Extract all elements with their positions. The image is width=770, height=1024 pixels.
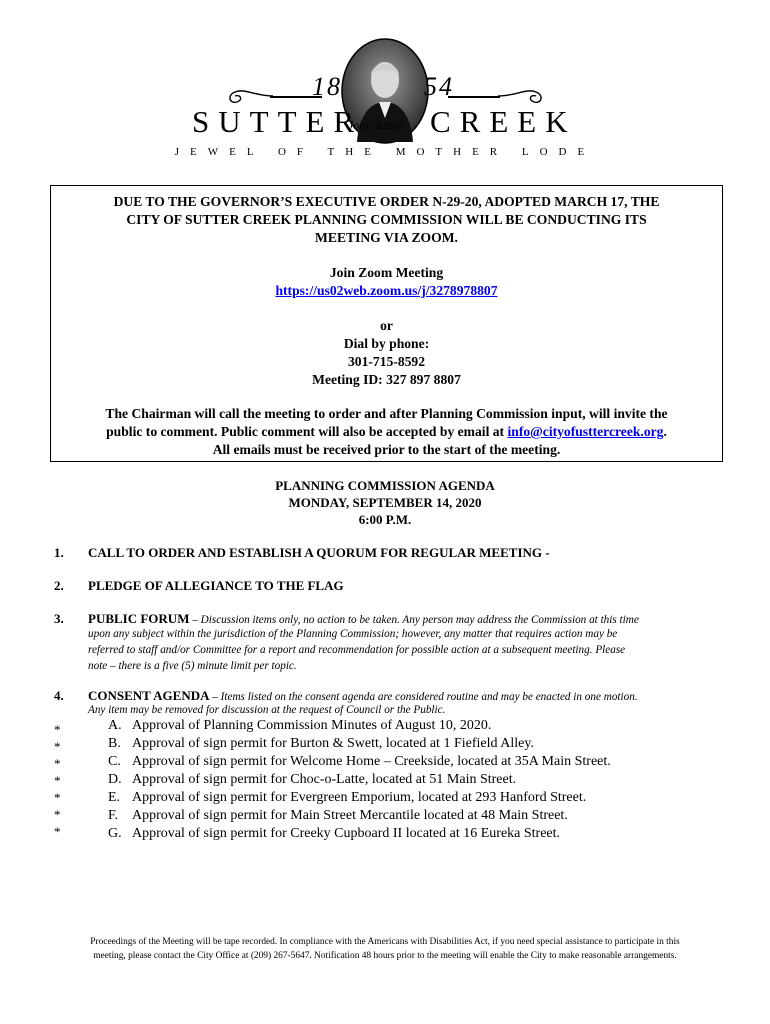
flourish-right xyxy=(448,96,500,98)
consent-star: * xyxy=(54,739,61,754)
footer-notice xyxy=(40,935,730,963)
city-name-right: CREEK xyxy=(430,104,577,139)
notice-line-3: MEETING VIA ZOOM. xyxy=(315,230,458,245)
consent-letter: G. xyxy=(108,826,122,841)
consent-text: Approval of sign permit for Welcome Home – Creekside, located at 35A Main Street. xyxy=(132,754,611,769)
chairman-line-1: The Chairman will call the meeting to order and after Planning Commission input, will invite the xyxy=(105,406,668,421)
chairman-line-3: All emails must be received prior to the start of the meeting. xyxy=(212,442,561,457)
chairman-line-2 xyxy=(51,423,722,441)
item-number: 4. xyxy=(54,688,64,703)
zoom-notice-box xyxy=(50,185,723,462)
agenda-time: 6:00 P.M. xyxy=(358,512,412,527)
public-forum-title: PUBLIC FORUM xyxy=(88,611,190,626)
consent-item-a xyxy=(108,718,491,734)
consent-letter: A. xyxy=(108,718,122,733)
footer-line-2: meeting, please contact the City Office at (209) 267-5647. Notification 48 hours prior to the meeting will enable the City to make reasonable arrangements. xyxy=(93,951,677,961)
item-number: 1. xyxy=(54,545,64,560)
consent-item-c xyxy=(108,754,611,770)
consent-letter: E. xyxy=(108,790,121,805)
public-forum-desc-4: note – there is a five (5) minute limit per topic. xyxy=(88,660,297,672)
join-zoom-label: Join Zoom Meeting xyxy=(329,265,444,280)
consent-item-d xyxy=(108,772,516,788)
consent-star: * xyxy=(54,824,61,839)
agenda-date: MONDAY, SEPTEMBER 14, 2020 xyxy=(288,495,482,510)
footer-line-1: Proceedings of the Meeting will be tape recorded. In compliance with the Americans with Disabilities Act, if you need special assistance to participate in this xyxy=(90,937,680,947)
consent-star: * xyxy=(54,807,61,822)
period: . xyxy=(663,424,667,439)
consent-star: * xyxy=(54,773,61,788)
consent-letter: D. xyxy=(108,772,122,787)
email-link[interactable]: info@cityofusttercreek.org xyxy=(507,424,664,439)
zoom-meeting-link[interactable]: https://us02web.zoom.us/j/3278978807 xyxy=(275,283,498,298)
item-number: 2. xyxy=(54,578,64,593)
signature: John Sutter xyxy=(348,118,403,132)
consent-text: Approval of Planning Commission Minutes of August 10, 2020. xyxy=(132,718,492,733)
consent-item-b xyxy=(108,736,534,752)
public-forum-desc-3: referred to staff and/or Committee for a report and recommendation for possible action at a subsequent meeting. Please xyxy=(88,644,626,656)
item-title-consent-agenda xyxy=(88,688,638,704)
notice-line-1: DUE TO THE GOVERNOR’S EXECUTIVE ORDER N-29-20, ADOPTED MARCH 17, THE xyxy=(113,194,660,209)
consent-text: Approval of sign permit for Burton & Swett, located at 1 Fiefield Alley. xyxy=(132,736,534,751)
chairman-line-2-text: public to comment. Public comment will also be accepted by email at xyxy=(106,424,508,439)
or-label: or xyxy=(380,318,393,333)
consent-agenda-desc-2: Any item may be removed for discussion at the request of Council or the Public. xyxy=(88,704,446,716)
tagline: JEWEL OF THE MOTHER LODE xyxy=(174,146,596,158)
public-forum-desc-2: upon any subject within the jurisdiction of the Planning Commission; however, any matter that requires action may be xyxy=(88,628,618,640)
consent-star: * xyxy=(54,756,61,771)
item-title-pledge: PLEDGE OF ALLEGIANCE TO THE FLAG xyxy=(88,578,344,593)
item-number: 3. xyxy=(54,611,64,626)
phone-number: 301-715-8592 xyxy=(347,354,426,369)
item-title-public-forum xyxy=(88,611,639,627)
consent-agenda-desc-1: – Items listed on the consent agenda are considered routine and may be enacted in one motion. xyxy=(209,691,638,703)
scroll-ornament-left xyxy=(225,84,275,106)
consent-text: Approval of sign permit for Evergreen Emporium, located at 293 Hanford Street. xyxy=(132,790,587,805)
consent-text: Approval of sign permit for Creeky Cupboard II located at 16 Eureka Street. xyxy=(132,826,561,841)
meeting-id: Meeting ID: 327 897 8807 xyxy=(312,372,461,387)
item-title-call-to-order: CALL TO ORDER AND ESTABLISH A QUORUM FOR REGULAR MEETING - xyxy=(88,545,550,560)
consent-letter: B. xyxy=(108,736,121,751)
consent-letter: F. xyxy=(108,808,119,823)
consent-text: Approval of sign permit for Choc-o-Latte, located at 51 Main Street. xyxy=(132,772,517,787)
city-name-left: SUTTER xyxy=(192,104,364,139)
year-left: 18 xyxy=(312,72,342,101)
consent-item-e xyxy=(108,790,586,806)
letterhead xyxy=(0,0,770,170)
consent-star: * xyxy=(54,790,61,805)
year-right: 54 xyxy=(424,72,454,101)
consent-text: Approval of sign permit for Main Street Mercantile located at 48 Main Street. xyxy=(132,808,568,823)
consent-item-g xyxy=(108,826,560,842)
consent-agenda-title: CONSENT AGENDA xyxy=(88,688,210,703)
public-forum-desc-1: – Discussion items only, no action to be taken. Any person may address the Commission at this time xyxy=(189,614,639,626)
consent-letter: C. xyxy=(108,754,121,769)
notice-line-2: CITY OF SUTTER CREEK PLANNING COMMISSION WILL BE CONDUCTING ITS xyxy=(126,212,647,227)
consent-item-f xyxy=(108,808,568,824)
consent-star: * xyxy=(54,722,61,737)
dial-by-phone-label: Dial by phone: xyxy=(343,336,430,351)
agenda-title: PLANNING COMMISSION AGENDA xyxy=(275,478,495,493)
scroll-ornament-right xyxy=(496,84,546,106)
